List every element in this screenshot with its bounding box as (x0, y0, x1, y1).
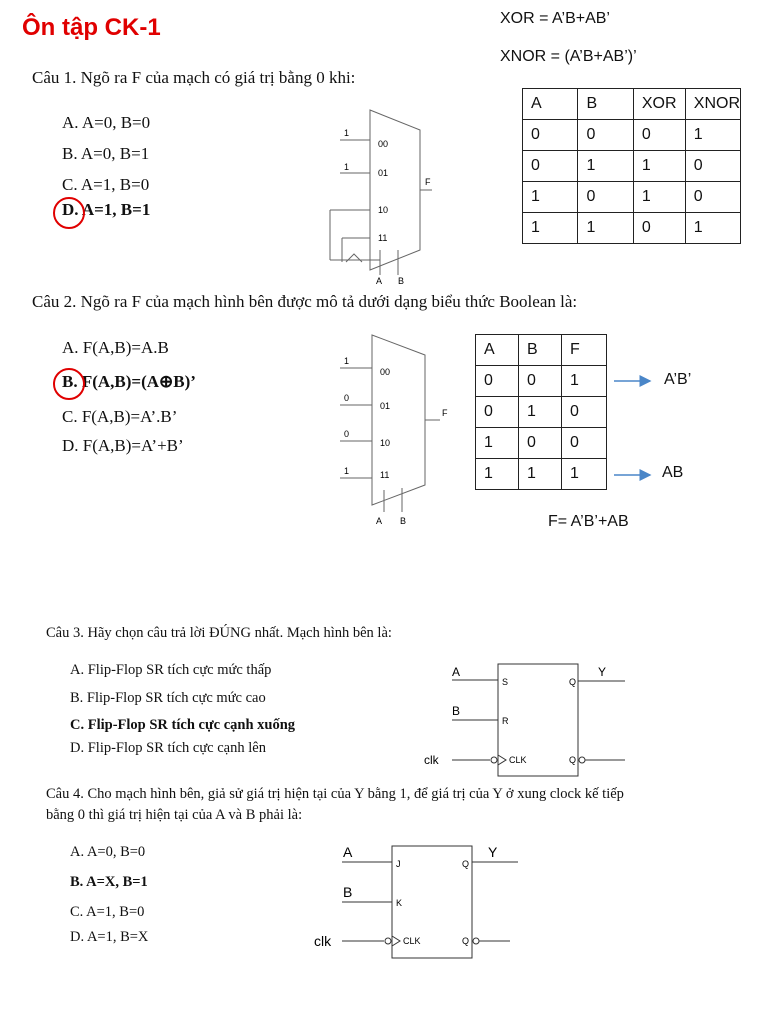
table-cell: 0 (519, 428, 562, 459)
ff-output-label: Y (598, 665, 607, 679)
table-cell: 1 (633, 151, 685, 182)
q1-question: Câu 1. Ngõ ra F của mạch có giá trị bằng 0 khi: (32, 68, 356, 87)
ff-pin-label: S (502, 677, 509, 687)
ff-pin-label: CLK (509, 755, 527, 765)
ff-pin-label: Q (462, 859, 470, 869)
option-text: Flip-Flop SR tích cực mức thấp (87, 662, 272, 678)
ff-input-label: A (343, 844, 353, 860)
option-text: Flip-Flop SR tích cực cạnh xuống (87, 717, 296, 733)
option-text: A=1, B=X (86, 929, 149, 945)
ff-pin-label: CLK (403, 936, 421, 946)
mux-input-label: 00 (380, 367, 391, 377)
ff-pin-label: Q (462, 936, 470, 946)
mux-output-label: F (442, 408, 448, 418)
option-text: Flip-Flop SR tích cực mức cao (86, 690, 266, 706)
table-cell: 1 (519, 459, 562, 490)
table-cell: 0 (633, 120, 685, 151)
table-cell: 1 (523, 213, 578, 244)
xnor-formula: XNOR = (A’B+AB’)’ (500, 48, 637, 65)
select-label: A (376, 276, 383, 286)
option-letter: D. (70, 740, 85, 756)
select-label: A (376, 516, 383, 526)
table-cell: 1 (578, 151, 633, 182)
table-cell: 0 (562, 428, 607, 459)
mux-input-label: 11 (378, 233, 388, 243)
option-letter: A. (62, 338, 79, 357)
table-cell: 1 (523, 182, 578, 213)
table-cell: 1 (476, 459, 519, 490)
mux-output-label: F (425, 177, 431, 187)
option-text: A=X, B=1 (86, 874, 148, 890)
q2-mux (340, 335, 440, 512)
ff-pin-label: J (396, 859, 401, 869)
q2-result: F= A’B’+AB (548, 513, 629, 530)
table-cell: 1 (476, 428, 519, 459)
table-cell: 1 (578, 213, 633, 244)
select-label: B (400, 516, 407, 526)
table-header-cell: XOR (633, 89, 685, 120)
option-letter: D. (70, 929, 85, 945)
table-cell: 0 (633, 213, 685, 244)
q4-question-line1: Câu 4. Cho mạch hình bên, giả sử giá trị hiện tại của Y bằng 1, để giá trị của Y ở xung clock kế tiếp (46, 786, 624, 802)
mux-input-label: 10 (378, 205, 389, 215)
option-letter: B. (70, 874, 84, 890)
option-text: A=0, B=1 (80, 144, 150, 163)
table-cell: 0 (523, 120, 578, 151)
table-cell: 0 (685, 151, 740, 182)
arrow-term-2: AB (662, 464, 684, 481)
select-label: B (398, 276, 405, 286)
input-label: 1 (344, 466, 350, 476)
table-cell: 1 (562, 366, 607, 397)
q4-question-line2: bằng 0 thì giá trị hiện tại của A và B phải là: (46, 807, 303, 823)
table-cell: 0 (685, 182, 740, 213)
table-cell: 1 (633, 182, 685, 213)
q4-flipflop (342, 846, 518, 958)
option-text: A=1, B=0 (86, 904, 145, 920)
table-header-cell: F (562, 335, 607, 366)
option-text: F(A,B)=(A⊕B)’ (81, 372, 196, 391)
input-label: 1 (344, 162, 350, 172)
option-letter: B. (62, 372, 78, 391)
ff-pin-label: Q (569, 755, 577, 765)
q3-flipflop (452, 664, 625, 776)
table-cell: 0 (578, 182, 633, 213)
input-label: 1 (344, 128, 350, 138)
table-cell: 1 (685, 213, 740, 244)
arrow-term-1: A’B’ (664, 371, 692, 388)
mux-input-label: 00 (378, 139, 389, 149)
table-header-cell: XNOR (685, 89, 740, 120)
input-label: 1 (344, 356, 350, 366)
option-letter: C. (70, 904, 84, 920)
q3-question: Câu 3. Hãy chọn câu trả lời ĐÚNG nhất. Mạch hình bên là: (46, 625, 392, 641)
option-letter: C. (62, 407, 78, 426)
option-text: A=0, B=0 (81, 113, 151, 132)
option-text: Flip-Flop SR tích cực cạnh lên (87, 740, 266, 756)
ff-clk-label: clk (424, 753, 439, 767)
option-text: F(A,B)=A’.B’ (81, 407, 178, 426)
table-header-cell: B (519, 335, 562, 366)
table-cell: 0 (523, 151, 578, 182)
input-label: 0 (344, 393, 350, 403)
option-letter: B. (62, 144, 78, 163)
table-header-cell: A (476, 335, 519, 366)
table-cell: 1 (562, 459, 607, 490)
option-letter: C. (70, 717, 85, 733)
option-letter: A. (70, 662, 85, 678)
ff-input-label: B (343, 884, 353, 900)
mux-input-label: 01 (378, 168, 389, 178)
option-text: A=1, B=1 (81, 200, 151, 219)
ff-input-label: A (452, 665, 461, 679)
mux-input-label: 01 (380, 401, 391, 411)
table-cell: 1 (519, 397, 562, 428)
option-letter: B. (70, 690, 84, 706)
option-text: A=0, B=0 (86, 844, 146, 860)
xor-formula: XOR = A’B+AB’ (500, 10, 610, 27)
page-title: Ôn tập CK-1 (22, 14, 161, 41)
table-cell: 0 (519, 366, 562, 397)
table-header-cell: A (523, 89, 578, 120)
option-letter: D. (62, 200, 79, 219)
ff-pin-label: R (502, 716, 509, 726)
table-cell: 0 (476, 397, 519, 428)
ff-input-label: B (452, 704, 461, 718)
input-label: 0 (344, 429, 350, 439)
mux-input-label: 10 (380, 438, 391, 448)
table-cell: 0 (562, 397, 607, 428)
ff-output-label: Y (488, 844, 498, 860)
ff-pin-label: K (396, 898, 403, 908)
ff-clk-label: clk (314, 933, 332, 949)
table-header-cell: B (578, 89, 633, 120)
mux-input-label: 11 (380, 470, 390, 480)
option-letter: D. (62, 436, 79, 455)
option-text: F(A,B)=A’+B’ (82, 436, 184, 455)
q2-question: Câu 2. Ngõ ra F của mạch hình bên được mô tả dưới dạng biểu thức Boolean là: (32, 292, 578, 311)
ff-pin-label: Q (569, 677, 577, 687)
table-cell: 1 (685, 120, 740, 151)
option-text: A=1, B=0 (80, 175, 150, 194)
option-letter: C. (62, 175, 78, 194)
option-text: F(A,B)=A.B (82, 338, 169, 357)
option-letter: A. (62, 113, 79, 132)
table-cell: 0 (476, 366, 519, 397)
table-cell: 0 (578, 120, 633, 151)
option-letter: A. (70, 844, 85, 860)
